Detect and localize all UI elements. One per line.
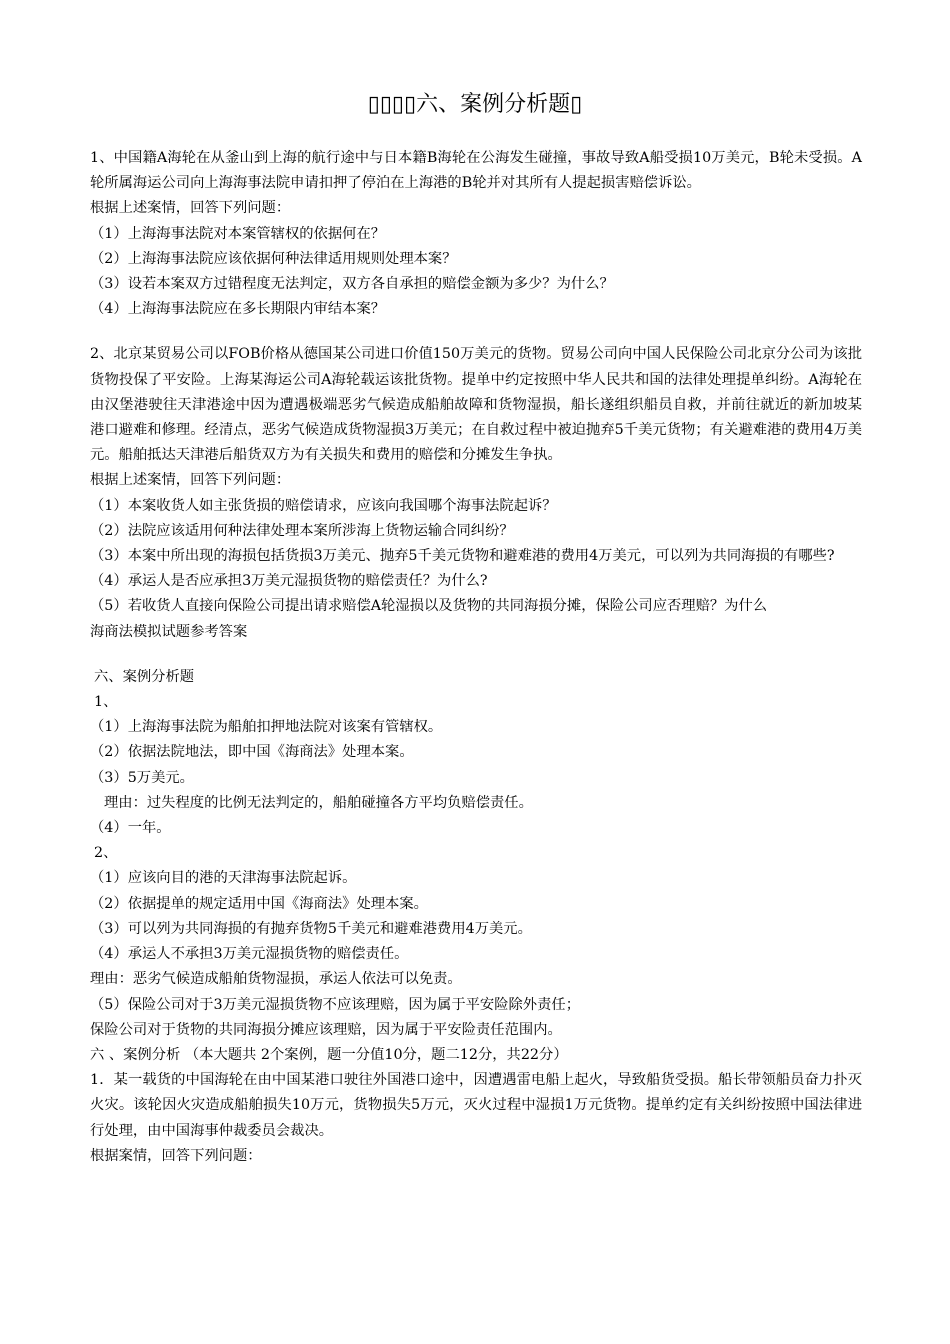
next-question-1-prompt: 根据案情，回答下列问题：: [90, 1147, 262, 1164]
question-1-item: （1）上海海事法院对本案管辖权的依据何在？: [90, 225, 386, 242]
answer-2-reason: 理由：恶劣气候造成船舶货物湿损，承运人依法可以免责。: [90, 971, 462, 988]
question-2-item: （5）若收货人直接向保险公司提出请求赔偿A轮湿损以及货物的共同海损分摊，保险公司应否理赔？为什么: [90, 598, 768, 615]
question-1-item: （2）上海海事法院应该依据何种法律适用规则处理本案？: [90, 250, 457, 267]
question-1-stem: 1、中国籍A海轮在从釜山到上海的航行途中与日本籍B海轮在公海发生碰撞，事故导致A船受损10万美元，B轮未受损。A轮所属海运公司向上海海事法院申请扣押了停泊在上海港的B轮并对其所有人提起损害赔偿诉讼。: [90, 150, 862, 192]
answer-1-reason: 理由：过失程度的比例无法判定的，船舶碰撞各方平均负赔偿责任。: [104, 794, 533, 811]
answers-section-heading: 六、案例分析题: [94, 668, 195, 685]
answer-2-item: （3）可以列为共同海损的有抛弃货物5千美元和避难港费用4万美元。: [90, 920, 532, 937]
document-body: [90, 146, 862, 1169]
question-1-item: （3）设若本案双方过错程度无法判定，双方各自承担的赔偿金额为多少？为什么？: [90, 276, 614, 293]
answer-1-label: 1、: [94, 694, 118, 711]
answer-2-item-continued: 保险公司对于货物的共同海损分摊应该理赔，因为属于平安险责任范围内。: [90, 1021, 562, 1038]
answer-2-item: （2）依据提单的规定适用中国《海商法》处理本案。: [90, 895, 428, 912]
question-1: [90, 146, 862, 322]
question-2-prompt: 根据上述案情，回答下列问题：: [90, 472, 291, 489]
next-question-1-stem: 1．某一载货的中国海轮在由中国某港口驶往外国港口途中，因遭遇雷电船上起火，导致船货受损。船长带领船员奋力扑灭火灾。该轮因火灾造成船舶损失10万元，货物损失5万元，灭火过程中湿损1万元货物。提单约定有关纠纷按照中国法律进行处理，由中国海事仲裁委员会裁决。: [90, 1072, 862, 1139]
next-section-heading: 六 、案例分析 （本大题共 2个案例，题一分值10分，题二12分，共22分）: [90, 1046, 568, 1063]
spacer: [90, 645, 862, 665]
answer-1-item: （3）5万美元。: [90, 769, 194, 786]
answer-1-item: （4）一年。: [90, 820, 171, 837]
question-1-prompt: 根据上述案情，回答下列问题：: [90, 200, 291, 217]
question-2-stem: 2、北京某贸易公司以FOB价格从德国某公司进口价值150万美元的货物。贸易公司向中国人民保险公司北京分公司为该批货物投保了平安险。上海某海运公司A海轮载运该批货物。提单中约定按照中华人民共和国的法律处理提单纠纷。A海轮在由汉堡港驶往天津港途中因为遭遇极端恶劣气候造成船舶故障和货物湿损，船长遂组织船员自救，并前往就近的新加坡某港口避难和修理。经清点，恶劣气候造成货物湿损3万美元；在自救过程中被迫抛弃5千美元货物；有关避难港的费用4万美元。船舶抵达天津港后船货双方为有关损失和费用的赔偿和分摊发生争执。: [90, 346, 862, 464]
title-placeholder-glyphs: ▯▯▯▯: [367, 92, 417, 117]
question-2-item: （1）本案收货人如主张货损的赔偿请求，应该向我国哪个海事法院起诉？: [90, 497, 557, 514]
answer-2-label: 2、: [94, 845, 118, 862]
question-2: [90, 342, 862, 619]
title-placeholder-glyph: ▯: [570, 92, 583, 117]
next-section: [90, 1043, 862, 1169]
answer-1-item: （1）上海海事法院为船舶扣押地法院对该案有管辖权。: [90, 719, 443, 736]
answers-title: 海商法模拟试题参考答案: [90, 623, 248, 640]
title-text: 六、案例分析题: [416, 92, 571, 117]
spacer: [90, 322, 862, 342]
answer-2-item: （1）应该向目的港的天津海事法院起诉。: [90, 870, 357, 887]
question-2-item: （2）法院应该适用何种法律处理本案所涉海上货物运输合同纠纷？: [90, 522, 514, 539]
question-2-item: （4）承运人是否应承担3万美元湿损货物的赔偿责任？为什么?: [90, 573, 488, 590]
answer-1-item: （2）依据法院地法，即中国《海商法》处理本案。: [90, 744, 414, 761]
answer-2-item: （5）保险公司对于3万美元湿损货物不应该理赔，因为属于平安险除外责任；: [90, 996, 580, 1013]
question-1-item: （4）上海海事法院应在多长期限内审结本案？: [90, 301, 386, 318]
page-title: [0, 90, 950, 120]
answers-section: [90, 665, 862, 1043]
question-2-item: （3）本案中所出现的海损包括货损3万美元、抛弃5千美元货物和避难港的费用4万美元，可以列为共同海损的有哪些?: [90, 548, 835, 565]
answer-2-item: （4）承运人不承担3万美元湿损货物的赔偿责任。: [90, 946, 409, 963]
